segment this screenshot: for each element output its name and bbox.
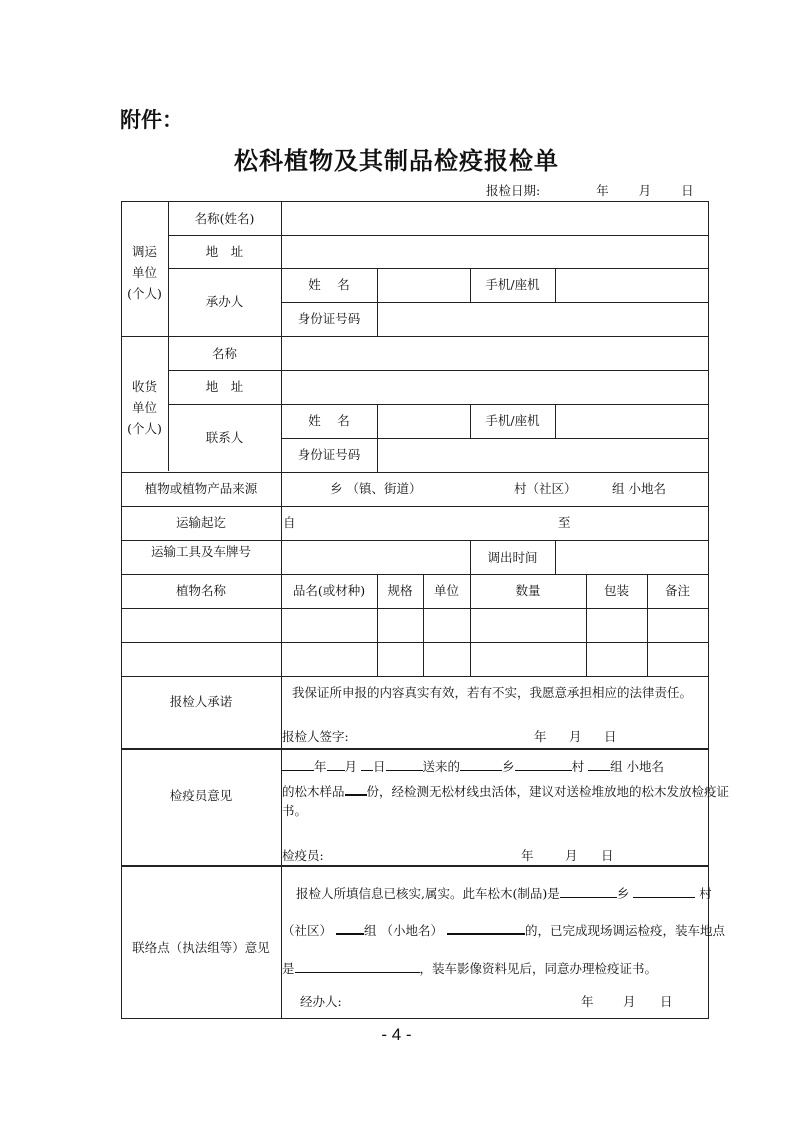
report-date-day: 日 xyxy=(681,183,694,198)
inspector-line-2 xyxy=(282,782,729,799)
transport-vehicle-label: 运输工具及车牌号 xyxy=(150,544,251,559)
grid-line xyxy=(121,676,709,677)
grid-line xyxy=(281,201,282,841)
declaration-day: 日 xyxy=(604,729,617,744)
col-header-remarks: 备注 xyxy=(664,583,690,598)
transport-to-label: 至 xyxy=(558,515,571,530)
liaison-year: 年 xyxy=(581,994,594,1009)
origin-village-label: 村（社区） xyxy=(514,481,577,496)
grid-line xyxy=(121,748,709,750)
liaison-loading-text: 的，已完成现场调运检疫，装车地点 xyxy=(524,923,725,938)
grid-line xyxy=(121,506,709,507)
consignee-id-field[interactable] xyxy=(378,439,708,473)
shipper-group-label-line: 调运 xyxy=(131,244,157,259)
inspector-day: 日 xyxy=(601,848,614,863)
declaration-statement: 我保证所申报的内容真实有效，若有不实，我愿意承担相应的法律责任。 xyxy=(292,685,693,700)
shipper-group-label-line: (个人) xyxy=(127,286,162,301)
consignee-address-label: 地 址 xyxy=(205,379,244,394)
consignee-group-label-line: 收货 xyxy=(131,379,157,394)
inspector-line-1 xyxy=(282,758,664,774)
departure-time-field[interactable] xyxy=(556,541,708,574)
shipper-address-label: 地 址 xyxy=(205,244,244,259)
consignee-group-label-line: 单位 xyxy=(131,400,157,415)
liaison-line-3 xyxy=(282,960,657,976)
report-date-year: 年 xyxy=(596,183,609,198)
liaison-line-1 xyxy=(296,885,712,901)
inspector-sent-by: 送来的 xyxy=(422,759,461,774)
shipper-name-label: 名称(姓名) xyxy=(194,211,255,226)
consignee-group-label xyxy=(121,376,168,439)
attachment-label: 附件： xyxy=(120,108,183,132)
origin-group-label: 组 小地名 xyxy=(612,481,666,496)
inspector-sample-day: 日 xyxy=(373,759,386,774)
shipper-name-field[interactable] xyxy=(282,202,708,235)
liaison-is: 是 xyxy=(282,961,295,976)
report-date-label: 报检日期: xyxy=(486,183,541,198)
col-header-quantity: 数量 xyxy=(515,583,541,598)
consignee-group-label-line: (个人) xyxy=(127,421,162,436)
consignee-contact-label: 联系人 xyxy=(205,430,244,445)
transport-route-label: 运输起讫 xyxy=(175,515,226,530)
shipper-phone-field[interactable] xyxy=(556,269,708,302)
liaison-month: 月 xyxy=(623,994,636,1009)
grid-line xyxy=(121,865,709,867)
liaison-signature-label: 经办人: xyxy=(300,994,342,1009)
col-header-unit: 单位 xyxy=(433,583,459,598)
page-number: - 4 - xyxy=(381,1025,412,1044)
consignee-name-label: 名称 xyxy=(211,346,237,361)
declaration-label: 报检人承诺 xyxy=(169,694,233,709)
inspector-result-text: 份，经检测无松材线虫活体，建议对送检堆放地的松木发放检疫证 xyxy=(366,784,730,799)
declaration-year: 年 xyxy=(534,729,547,744)
shipper-group-label-line: 单位 xyxy=(131,265,157,280)
report-date-month: 月 xyxy=(638,183,652,198)
report-date xyxy=(486,181,694,199)
consignee-address-field[interactable] xyxy=(282,371,708,404)
liaison-village: 村 xyxy=(699,886,712,901)
shipper-phone-label: 手机/座机 xyxy=(485,277,540,292)
inspector-sample-month: 月 xyxy=(344,759,358,774)
col-header-spec: 规格 xyxy=(387,583,413,598)
liaison-label: 联络点（执法组等）意见 xyxy=(132,940,270,955)
consignee-person-name-field[interactable] xyxy=(378,405,470,438)
shipper-person-name-field[interactable] xyxy=(378,269,470,302)
grid-line xyxy=(121,574,709,575)
liaison-day: 日 xyxy=(660,994,673,1009)
transport-from-label: 自 xyxy=(283,515,296,530)
inspector-sample-year: 年 xyxy=(314,759,327,774)
declaration-signature-label: 报检人签字: xyxy=(282,729,349,744)
shipper-person-name-label: 姓 名 xyxy=(308,277,350,292)
shipper-handler-label: 承办人 xyxy=(205,294,244,309)
declaration-month: 月 xyxy=(569,729,582,744)
col-header-variety: 品名(或材种) xyxy=(292,583,366,598)
inspector-sample-text: 的松木样品 xyxy=(282,784,345,799)
shipper-id-label: 身份证号码 xyxy=(297,311,361,326)
inspector-year: 年 xyxy=(521,848,534,863)
consignee-name-field[interactable] xyxy=(282,337,708,370)
inspector-group: 组 小地名 xyxy=(610,759,665,774)
liaison-community: （社区） xyxy=(282,923,333,938)
inspector-township: 乡 xyxy=(502,759,515,774)
inspector-line-3: 书。 xyxy=(282,803,308,818)
shipper-id-field[interactable] xyxy=(378,303,708,336)
consignee-id-label: 身份证号码 xyxy=(297,447,361,462)
origin-label: 植物或植物产品来源 xyxy=(144,481,258,496)
liaison-line-2 xyxy=(282,921,725,938)
inspector-label: 检疫员意见 xyxy=(169,788,233,803)
table-border-bottom xyxy=(121,1018,709,1019)
table-row[interactable] xyxy=(122,609,708,642)
origin-township-label: 乡 （镇、街道） xyxy=(330,481,422,496)
liaison-verified-text: 报检人所填信息已核实,属实。此车松木(制品)是 xyxy=(296,886,560,901)
inspector-village: 村 xyxy=(571,759,585,774)
consignee-person-name-label: 姓 名 xyxy=(308,413,350,428)
consignee-phone-label: 手机/座机 xyxy=(485,413,540,428)
liaison-township: 乡 xyxy=(616,886,630,901)
shipper-address-field[interactable] xyxy=(282,236,708,268)
inspector-signature-label: 检疫员: xyxy=(282,848,324,863)
shipper-group-label xyxy=(121,241,168,304)
liaison-group: 组 （小地名） xyxy=(364,923,443,938)
departure-time-label: 调出时间 xyxy=(487,550,538,565)
liaison-approval-text: ，装车影像资料见后，同意办理检疫证书。 xyxy=(419,961,658,976)
inspector-month: 月 xyxy=(565,848,578,863)
table-row[interactable] xyxy=(122,643,708,676)
vehicle-field[interactable] xyxy=(282,541,470,574)
col-header-packaging: 包装 xyxy=(603,583,629,598)
consignee-phone-field[interactable] xyxy=(556,405,708,438)
col-header-plant-name: 植物名称 xyxy=(175,583,226,598)
page-title: 松科植物及其制品检疫报检单 xyxy=(234,147,559,175)
